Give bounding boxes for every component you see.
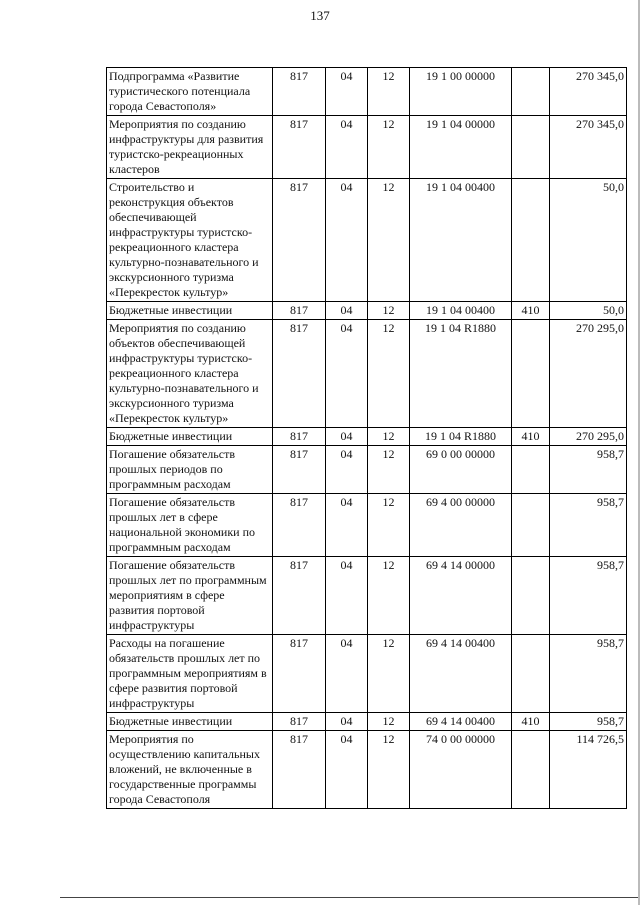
row-amount: 270 345,0 <box>550 116 627 179</box>
row-subsection-code: 12 <box>368 731 410 809</box>
row-section-code: 04 <box>326 557 368 635</box>
row-target-code: 69 4 14 00000 <box>410 557 512 635</box>
row-expense-type <box>512 494 550 557</box>
row-admin-code: 817 <box>273 116 326 179</box>
row-expense-type <box>512 731 550 809</box>
row-subsection-code: 12 <box>368 179 410 302</box>
row-section-code: 04 <box>326 68 368 116</box>
table-row <box>107 446 627 494</box>
row-name: Бюджетные инвестиции <box>107 428 273 446</box>
row-admin-code: 817 <box>273 179 326 302</box>
row-admin-code: 817 <box>273 302 326 320</box>
row-admin-code: 817 <box>273 494 326 557</box>
row-subsection-code: 12 <box>368 320 410 428</box>
row-amount: 270 345,0 <box>550 68 627 116</box>
row-name: Погашение обязательств прошлых периодов по программным расходам <box>107 446 273 494</box>
row-subsection-code: 12 <box>368 494 410 557</box>
row-amount: 958,7 <box>550 446 627 494</box>
row-admin-code: 817 <box>273 68 326 116</box>
row-expense-type: 410 <box>512 302 550 320</box>
table-row <box>107 68 627 116</box>
row-section-code: 04 <box>326 320 368 428</box>
row-target-code: 69 4 14 00400 <box>410 635 512 713</box>
row-section-code: 04 <box>326 494 368 557</box>
row-section-code: 04 <box>326 428 368 446</box>
row-target-code: 19 1 04 00400 <box>410 302 512 320</box>
row-section-code: 04 <box>326 302 368 320</box>
row-target-code: 19 1 04 00400 <box>410 179 512 302</box>
budget-table <box>106 67 627 809</box>
row-admin-code: 817 <box>273 635 326 713</box>
table-row <box>107 557 627 635</box>
row-expense-type <box>512 320 550 428</box>
row-expense-type <box>512 635 550 713</box>
row-section-code: 04 <box>326 731 368 809</box>
row-expense-type <box>512 116 550 179</box>
row-name: Мероприятия по созданию объектов обеспечивающей инфраструктуры туристско-рекреационного кластера культурно-познавательного и экскурсионного туризма «Перекресток культур» <box>107 320 273 428</box>
row-section-code: 04 <box>326 116 368 179</box>
scan-bottom-line <box>60 897 640 898</box>
row-section-code: 04 <box>326 179 368 302</box>
row-amount: 50,0 <box>550 302 627 320</box>
row-name: Строительство и реконструкция объектов обеспечивающей инфраструктуры туристско-рекреационного кластера культурно-познавательного и экскурсионного туризма «Перекресток культур» <box>107 179 273 302</box>
row-target-code: 69 4 00 00000 <box>410 494 512 557</box>
row-target-code: 69 4 14 00400 <box>410 713 512 731</box>
row-expense-type <box>512 179 550 302</box>
row-section-code: 04 <box>326 713 368 731</box>
row-expense-type <box>512 557 550 635</box>
table-row <box>107 494 627 557</box>
row-subsection-code: 12 <box>368 116 410 179</box>
row-amount: 270 295,0 <box>550 428 627 446</box>
row-section-code: 04 <box>326 446 368 494</box>
row-target-code: 69 0 00 00000 <box>410 446 512 494</box>
table-row <box>107 116 627 179</box>
row-subsection-code: 12 <box>368 446 410 494</box>
row-target-code: 19 1 04 00000 <box>410 116 512 179</box>
row-expense-type: 410 <box>512 713 550 731</box>
table-row <box>107 179 627 302</box>
row-subsection-code: 12 <box>368 635 410 713</box>
table-row <box>107 713 627 731</box>
budget-table-body <box>107 68 627 809</box>
row-subsection-code: 12 <box>368 68 410 116</box>
row-amount: 958,7 <box>550 494 627 557</box>
row-name: Подпрограмма «Развитие туристического потенциала города Севастополя» <box>107 68 273 116</box>
row-amount: 958,7 <box>550 557 627 635</box>
row-subsection-code: 12 <box>368 428 410 446</box>
table-row <box>107 428 627 446</box>
row-target-code: 74 0 00 00000 <box>410 731 512 809</box>
row-name: Погашение обязательств прошлых лет в сфере национальной экономики по программным расходам <box>107 494 273 557</box>
row-name: Мероприятия по осуществлению капитальных вложений, не включенные в государственные программы города Севастополя <box>107 731 273 809</box>
row-admin-code: 817 <box>273 557 326 635</box>
row-name: Бюджетные инвестиции <box>107 713 273 731</box>
row-name: Расходы на погашение обязательств прошлых лет по программным мероприятиям в сфере развития портовой инфраструктуры <box>107 635 273 713</box>
row-admin-code: 817 <box>273 446 326 494</box>
row-name: Погашение обязательств прошлых лет по программным мероприятиям в сфере развития портовой инфраструктуры <box>107 557 273 635</box>
row-subsection-code: 12 <box>368 302 410 320</box>
table-row <box>107 320 627 428</box>
page-number: 137 <box>310 8 330 23</box>
row-amount: 958,7 <box>550 635 627 713</box>
row-target-code: 19 1 00 00000 <box>410 68 512 116</box>
row-admin-code: 817 <box>273 713 326 731</box>
row-subsection-code: 12 <box>368 557 410 635</box>
table-row <box>107 635 627 713</box>
row-expense-type <box>512 68 550 116</box>
row-amount: 50,0 <box>550 179 627 302</box>
row-name: Мероприятия по созданию инфраструктуры для развития туристско-рекреационных кластеров <box>107 116 273 179</box>
row-target-code: 19 1 04 R1880 <box>410 428 512 446</box>
row-subsection-code: 12 <box>368 713 410 731</box>
row-section-code: 04 <box>326 635 368 713</box>
row-admin-code: 817 <box>273 731 326 809</box>
row-amount: 958,7 <box>550 713 627 731</box>
row-admin-code: 817 <box>273 428 326 446</box>
row-expense-type: 410 <box>512 428 550 446</box>
row-target-code: 19 1 04 R1880 <box>410 320 512 428</box>
row-admin-code: 817 <box>273 320 326 428</box>
row-amount: 114 726,5 <box>550 731 627 809</box>
table-row <box>107 302 627 320</box>
row-expense-type <box>512 446 550 494</box>
table-row <box>107 731 627 809</box>
row-name: Бюджетные инвестиции <box>107 302 273 320</box>
row-amount: 270 295,0 <box>550 320 627 428</box>
